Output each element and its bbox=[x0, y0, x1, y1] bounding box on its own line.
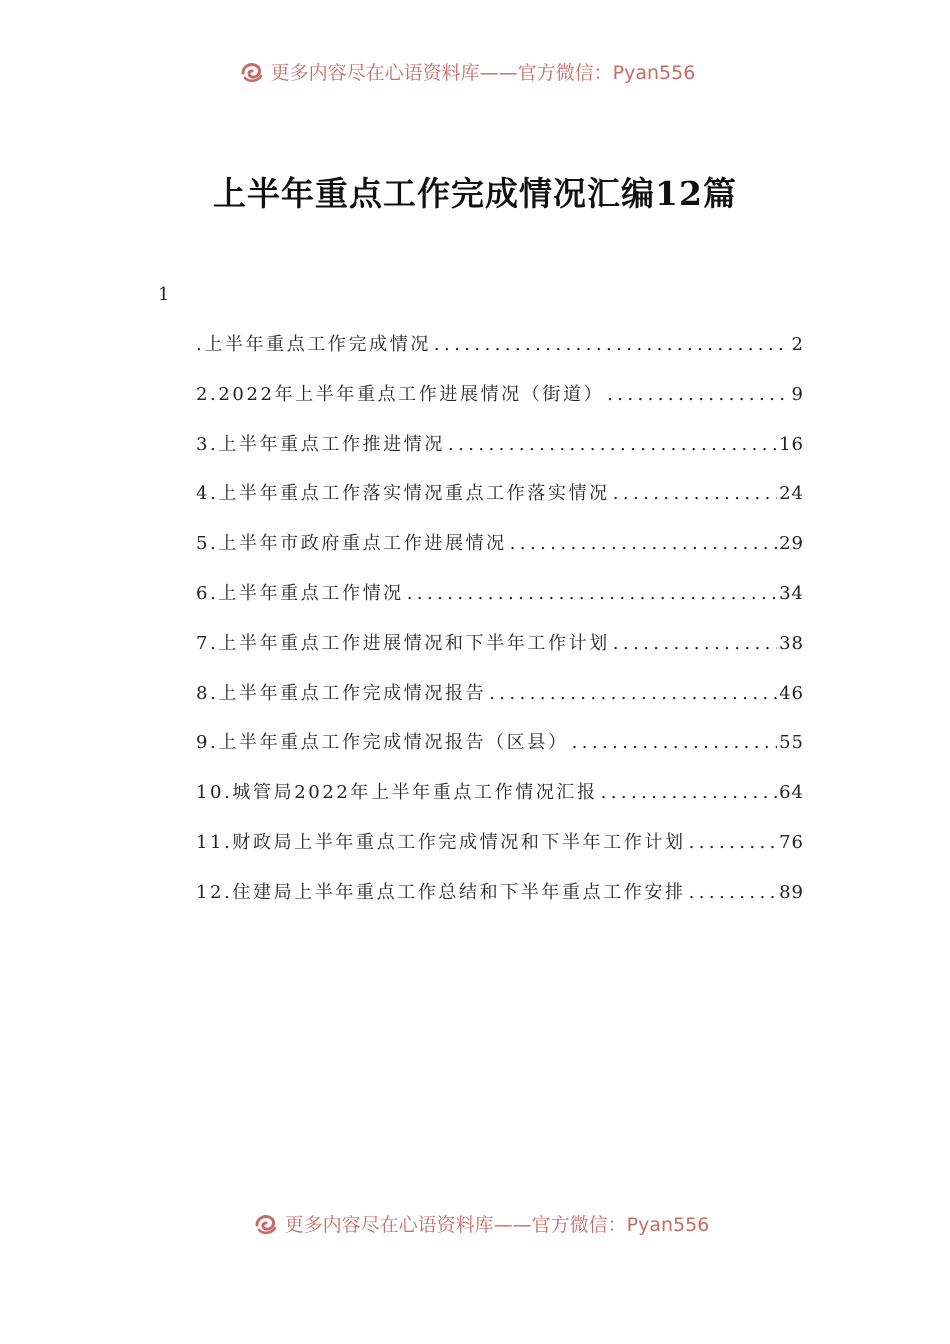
toc-leader-dots bbox=[604, 384, 789, 405]
toc-entry-page: 64 bbox=[779, 782, 804, 804]
swirl-logo-icon bbox=[239, 58, 265, 84]
header-watermark bbox=[0, 56, 942, 86]
toc-entry-page: 2 bbox=[791, 334, 804, 355]
toc-entry[interactable] bbox=[196, 828, 804, 878]
watermark-text: 更多内容尽在心语资料库——官方微信：Pyan556 bbox=[270, 61, 696, 84]
toc-entry[interactable] bbox=[196, 679, 804, 729]
toc-entry-page: 34 bbox=[779, 582, 804, 604]
toc-entry-page: 38 bbox=[779, 632, 804, 654]
toc-leader-dots bbox=[686, 832, 777, 853]
toc-entry[interactable] bbox=[196, 778, 804, 828]
toc-entry-page: 24 bbox=[779, 483, 804, 505]
toc-entry-label: 8.上半年重点工作完成情况报告 bbox=[196, 682, 487, 704]
toc-entry-label: 10.城管局2022年上半年重点工作情况汇报 bbox=[196, 782, 598, 804]
toc-leader-dots bbox=[598, 782, 777, 803]
toc-entry-label: 9.上半年重点工作完成情况报告（区县） bbox=[196, 732, 569, 754]
toc-entry-label: 11.财政局上半年重点工作完成情况和下半年工作计划 bbox=[196, 831, 686, 853]
toc-leader-dots bbox=[686, 882, 777, 903]
toc-entry-page: 76 bbox=[779, 831, 804, 853]
page-marker: 1 bbox=[158, 284, 170, 305]
footer-watermark bbox=[6, 1208, 950, 1238]
toc-entry[interactable] bbox=[196, 579, 804, 629]
watermark-text: 更多内容尽在心语资料库——官方微信：Pyan556 bbox=[284, 1213, 710, 1236]
toc-entry[interactable] bbox=[196, 728, 804, 778]
toc-entry[interactable] bbox=[196, 878, 804, 928]
table-of-contents bbox=[196, 330, 804, 928]
toc-leader-dots bbox=[431, 334, 790, 355]
toc-entry-label: 3.上半年重点工作推进情况 bbox=[196, 433, 445, 455]
toc-entry-label: 4.上半年重点工作落实情况重点工作落实情况 bbox=[196, 483, 610, 505]
toc-entry[interactable] bbox=[196, 629, 804, 679]
toc-entry-page: 16 bbox=[779, 433, 804, 455]
document-title: 上半年重点工作完成情况汇编12篇 bbox=[213, 174, 737, 213]
toc-entry-page: 89 bbox=[779, 881, 804, 903]
toc-entry-page: 9 bbox=[791, 383, 804, 405]
toc-leader-dots bbox=[610, 633, 777, 654]
toc-leader-dots bbox=[486, 683, 777, 704]
toc-leader-dots bbox=[610, 483, 777, 504]
toc-entry-label: 6.上半年重点工作情况 bbox=[196, 582, 404, 604]
toc-leader-dots bbox=[569, 732, 778, 753]
toc-entry-label: 5.上半年市政府重点工作进展情况 bbox=[196, 533, 507, 555]
toc-leader-dots bbox=[445, 434, 777, 455]
toc-entry[interactable] bbox=[196, 330, 804, 380]
toc-entry-page: 46 bbox=[779, 682, 804, 704]
toc-entry-page: 29 bbox=[779, 533, 804, 555]
toc-entry-page: 55 bbox=[779, 732, 804, 754]
swirl-logo-icon bbox=[253, 1210, 279, 1236]
toc-entry[interactable] bbox=[196, 529, 804, 579]
toc-entry[interactable] bbox=[196, 479, 804, 529]
toc-entry-label: 12.住建局上半年重点工作总结和下半年重点工作安排 bbox=[196, 881, 686, 903]
toc-entry[interactable] bbox=[196, 380, 804, 430]
toc-entry-label: 7.上半年重点工作进展情况和下半年工作计划 bbox=[196, 632, 610, 654]
toc-leader-dots bbox=[404, 583, 777, 604]
toc-entry[interactable] bbox=[196, 430, 804, 480]
toc-entry-label: 2.2022年上半年重点工作进展情况（街道） bbox=[196, 383, 605, 405]
toc-leader-dots bbox=[507, 533, 777, 554]
toc-entry-label: .上半年重点工作完成情况 bbox=[196, 334, 431, 355]
